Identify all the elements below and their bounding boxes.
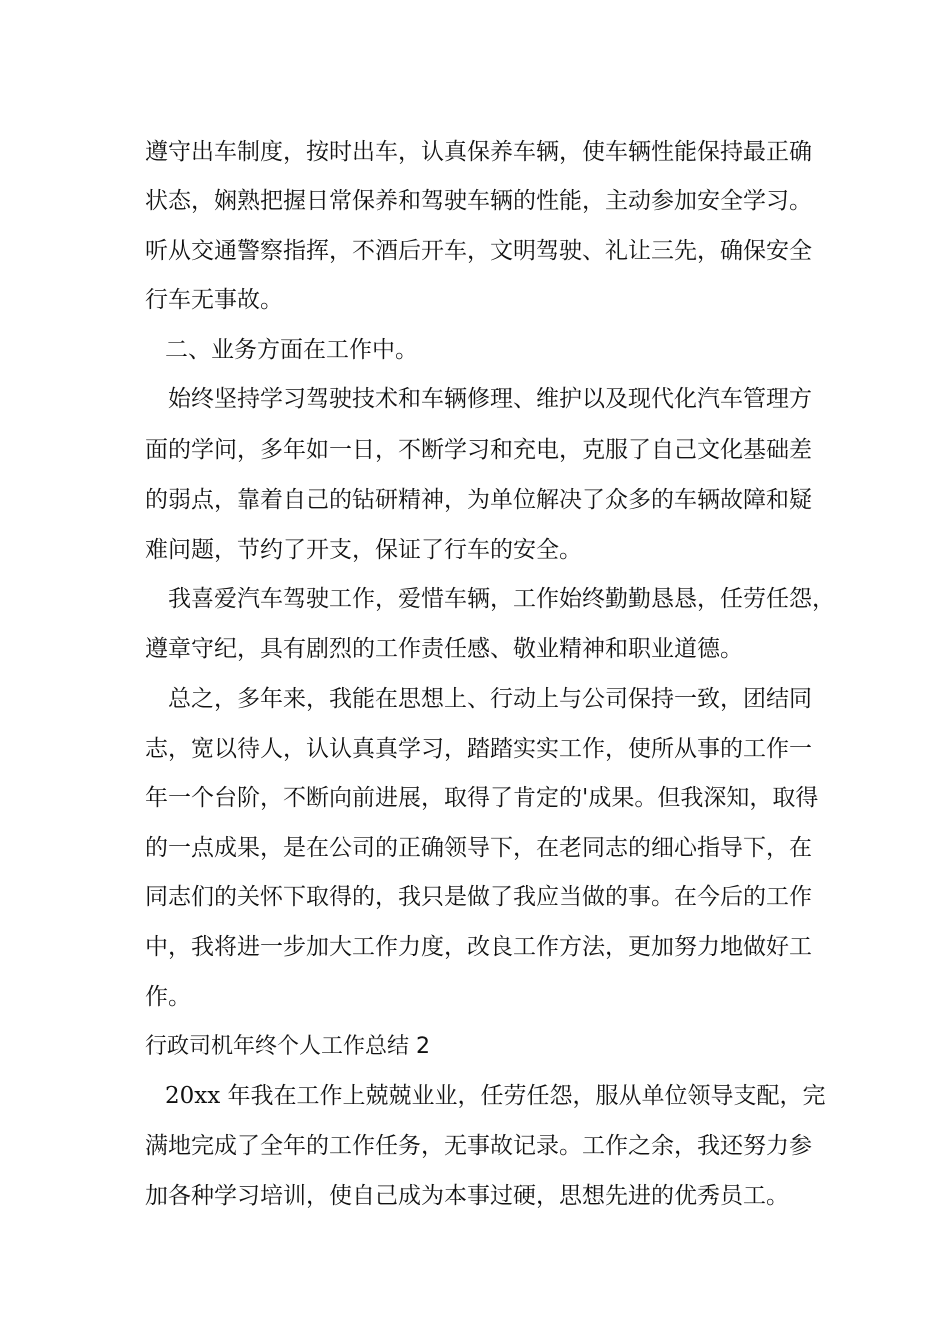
paragraph-line: 满地完成了全年的工作任务，无事故记录。工作之余，我还努力参 — [145, 1133, 812, 1159]
paragraph-line: 年一个台阶，不断向前进展，取得了肯定的'成果。但我深知，取得 — [145, 785, 819, 811]
paragraph-line: 中，我将进一步加大工作力度，改良工作方法，更加努力地做好工 — [145, 934, 812, 960]
paragraph-line: 遵章守纪，具有剧烈的工作责任感、敬业精神和职业道德。 — [145, 636, 743, 662]
paragraph-line: 志，宽以待人，认认真真学习，踏踏实实工作，使所从事的工作一 — [145, 736, 812, 762]
paragraph-line: 难问题，节约了开支，保证了行车的安全。 — [145, 537, 582, 563]
paragraph-line: 始终坚持学习驾驶技术和车辆修理、维护以及现代化汽车管理方 — [168, 386, 812, 412]
paragraph-line: 总之，多年来，我能在思想上、行动上与公司保持一致，团结同 — [168, 686, 812, 712]
section-heading: 二、业务方面在工作中。 — [165, 337, 418, 363]
paragraph-line: 加各种学习培训，使自己成为本事过硬，思想先进的优秀员工。 — [145, 1183, 789, 1209]
paragraph-line: 状态，娴熟把握日常保养和驾驶车辆的性能，主动参加安全学习。 — [145, 188, 812, 214]
paragraph-line: 遵守出车制度，按时出车，认真保养车辆，使车辆性能保持最正确 — [145, 139, 812, 165]
paragraph-line: 同志们的关怀下取得的，我只是做了我应当做的事。在今后的工作 — [145, 884, 812, 910]
paragraph-line: 的弱点，靠着自己的钻研精神，为单位解决了众多的车辆故障和疑 — [145, 487, 812, 513]
document-title: 行政司机年终个人工作总结 2 — [145, 1034, 430, 1059]
paragraph-line: 听从交通警察指挥，不酒后开车，文明驾驶、礼让三先，确保安全 — [145, 238, 812, 264]
paragraph-line: 行车无事故。 — [145, 287, 283, 313]
paragraph-line: 我喜爱汽车驾驶工作，爱惜车辆，工作始终勤勤恳恳，任劳任怨， — [168, 586, 835, 612]
paragraph-line: 20xx 年我在工作上兢兢业业，任劳任怨，服从单位领导支配，完 — [165, 1083, 826, 1109]
paragraph-line: 的一点成果，是在公司的正确领导下，在老同志的细心指导下，在 — [145, 835, 812, 861]
paragraph-line: 面的学问，多年如一日，不断学习和充电，克服了自己文化基础差 — [145, 437, 812, 463]
paragraph-line: 作。 — [145, 984, 191, 1010]
